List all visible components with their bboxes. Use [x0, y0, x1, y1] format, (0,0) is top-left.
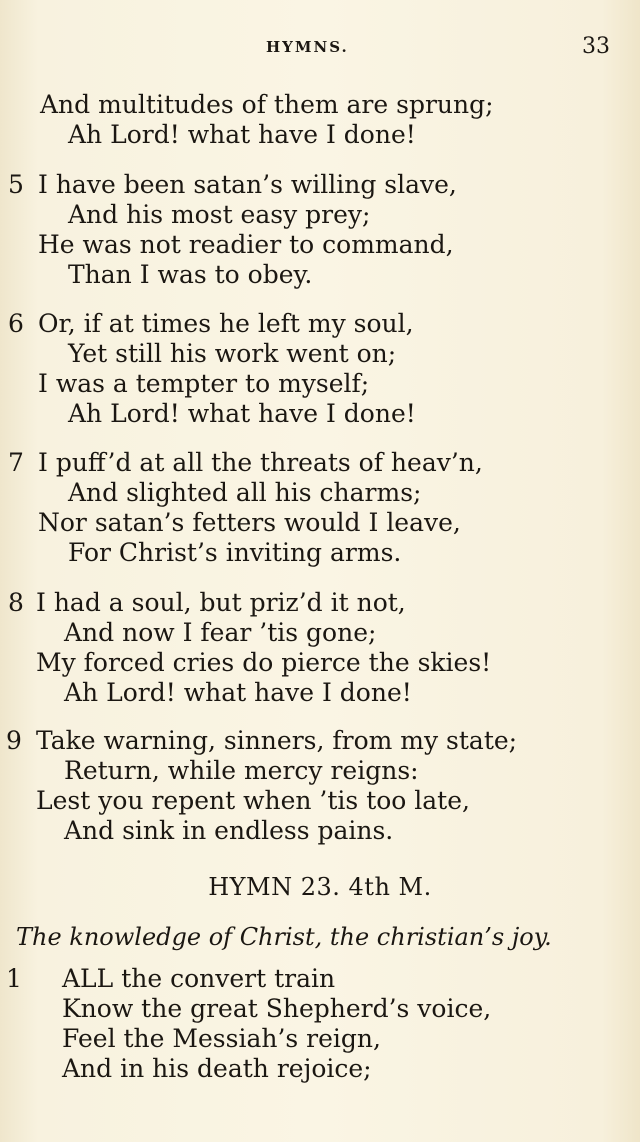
hymn-heading: HYMN 23. 4th M. [208, 873, 432, 901]
verse-line: Than I was to obey. [68, 260, 313, 289]
stanza-number: 8 [8, 588, 24, 617]
verse-line: Ah Lord! what have I done! [68, 399, 416, 428]
verse-line: Know the great Shepherd’s voice, [62, 994, 492, 1023]
stanza-number: 1 [6, 964, 22, 993]
stanza-number: 6 [8, 309, 24, 338]
verse-line: Or, if at times he left my soul, [38, 309, 414, 338]
verse-line: And sink in endless pains. [64, 816, 394, 845]
verse-line: I have been satan’s willing slave, [38, 170, 457, 199]
verse-line: I was a tempter to myself; [38, 369, 370, 398]
verse-line: Yet still his work went on; [68, 339, 397, 368]
stanza-number: 9 [6, 726, 22, 755]
hymn-title: The knowledge of Christ, the christian’s joy. [16, 923, 552, 951]
verse-line: Return, while mercy reigns: [64, 756, 419, 785]
verse-line: Lest you repent when ’tis too late, [36, 786, 470, 815]
running-head [0, 34, 640, 60]
verse-line: My forced cries do pierce the skies! [36, 648, 492, 677]
verse-line: And multitudes of them are sprung; [40, 90, 494, 119]
stanza-number: 7 [8, 448, 24, 477]
verse-line: I had a soul, but priz’d it not, [36, 588, 406, 617]
verse-line: Ah Lord! what have I done! [68, 120, 416, 149]
verse-line: And slighted all his charms; [68, 478, 422, 507]
verse-line: Ah Lord! what have I done! [64, 678, 412, 707]
verse-line: He was not readier to command, [38, 230, 454, 259]
verse-line: ALL the convert train [62, 964, 336, 993]
verse-line: And in his death rejoice; [62, 1054, 372, 1083]
verse-line: Take warning, sinners, from my state; [36, 726, 518, 755]
verse-line: And his most easy prey; [68, 200, 371, 229]
verse-line: And now I fear ’tis gone; [64, 618, 377, 647]
verse-line: Feel the Messiah’s reign, [62, 1024, 381, 1053]
verse-line: I puff’d at all the threats of heav’n, [38, 448, 483, 477]
running-title: HYMNS. [266, 38, 349, 56]
page-number: 33 [582, 34, 610, 59]
stanza-number: 5 [8, 170, 24, 199]
verse-line: For Christ’s inviting arms. [68, 538, 402, 567]
verse-line: Nor satan’s fetters would I leave, [38, 508, 461, 537]
